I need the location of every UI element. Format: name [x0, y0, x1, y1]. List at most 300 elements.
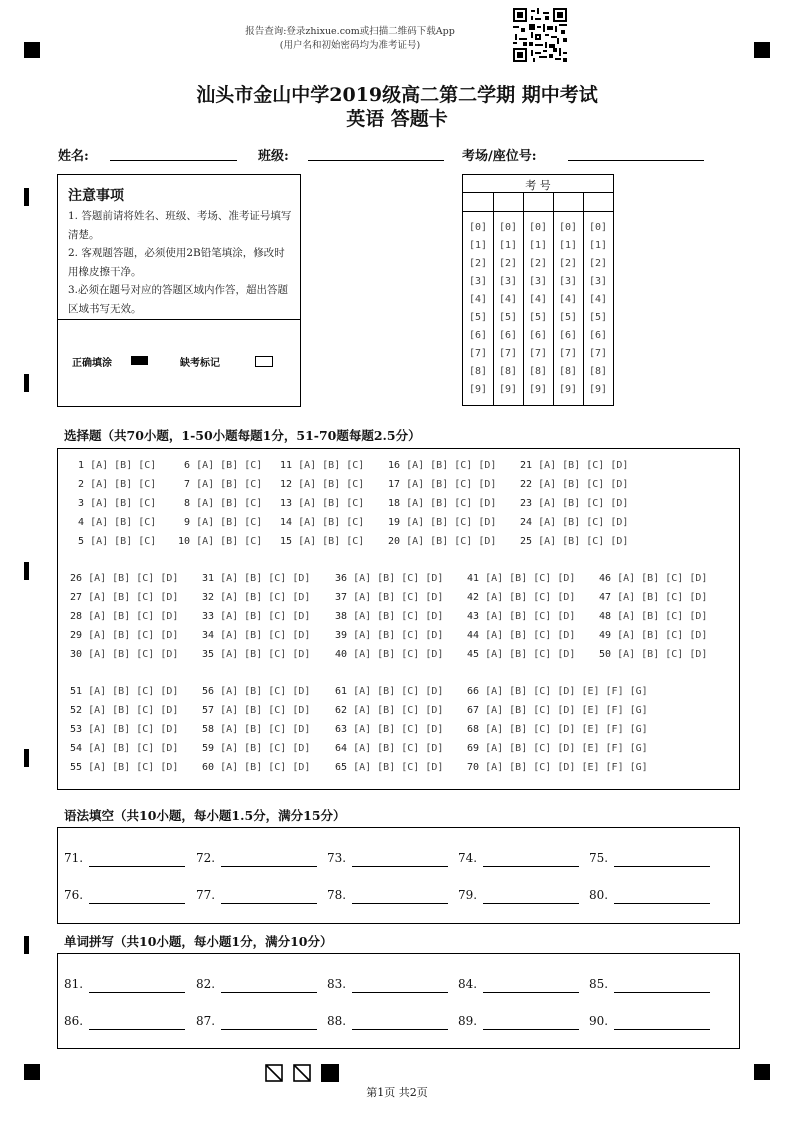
option-bubble[interactable]: [C]: [136, 630, 161, 641]
option-bubble[interactable]: [A]: [406, 460, 431, 471]
option-bubble[interactable]: [A]: [353, 743, 378, 754]
exam-digit-bubble[interactable]: [0]: [528, 222, 548, 233]
option-bubble[interactable]: [C]: [138, 498, 157, 509]
option-bubble[interactable]: [D]: [557, 573, 576, 584]
option-bubble[interactable]: [D]: [425, 611, 444, 622]
option-bubble[interactable]: [B]: [220, 479, 245, 490]
option-bubble[interactable]: [A]: [88, 611, 113, 622]
option-bubble[interactable]: [B]: [377, 611, 402, 622]
answer-blank[interactable]: [221, 1029, 317, 1030]
option-bubble[interactable]: [B]: [641, 573, 666, 584]
option-bubble[interactable]: [C]: [401, 649, 426, 660]
option-bubble[interactable]: [C]: [533, 762, 558, 773]
option-bubble[interactable]: [B]: [562, 460, 587, 471]
exam-digit-bubble[interactable]: [0]: [498, 222, 518, 233]
option-bubble[interactable]: [C]: [665, 573, 690, 584]
option-bubble[interactable]: [B]: [509, 724, 534, 735]
option-bubble[interactable]: [D]: [160, 649, 179, 660]
option-bubble[interactable]: [C]: [138, 517, 157, 528]
option-bubble[interactable]: [C]: [401, 611, 426, 622]
option-bubble[interactable]: [C]: [268, 743, 293, 754]
option-bubble[interactable]: [D]: [425, 686, 444, 697]
option-bubble[interactable]: [A]: [298, 517, 323, 528]
option-bubble[interactable]: [D]: [689, 573, 708, 584]
exam-digit-bubble[interactable]: [7]: [528, 348, 548, 359]
option-bubble[interactable]: [B]: [112, 743, 137, 754]
option-bubble[interactable]: [A]: [88, 592, 113, 603]
option-bubble[interactable]: [A]: [538, 479, 563, 490]
option-bubble[interactable]: [B]: [112, 573, 137, 584]
option-bubble[interactable]: [D]: [292, 649, 311, 660]
option-bubble[interactable]: [D]: [160, 686, 179, 697]
option-bubble[interactable]: [D]: [292, 724, 311, 735]
exam-digit-bubble[interactable]: [4]: [588, 294, 608, 305]
answer-blank[interactable]: [483, 992, 579, 993]
option-bubble[interactable]: [C]: [268, 630, 293, 641]
option-bubble[interactable]: [D]: [610, 498, 629, 509]
option-bubble[interactable]: [C]: [346, 517, 365, 528]
option-bubble[interactable]: [A]: [353, 630, 378, 641]
option-bubble[interactable]: [A]: [90, 479, 115, 490]
option-bubble[interactable]: [B]: [244, 649, 269, 660]
option-bubble[interactable]: [B]: [377, 705, 402, 716]
option-bubble[interactable]: [D]: [610, 460, 629, 471]
option-bubble[interactable]: [G]: [629, 686, 648, 697]
option-bubble[interactable]: [C]: [533, 573, 558, 584]
option-bubble[interactable]: [C]: [138, 479, 157, 490]
option-bubble[interactable]: [D]: [160, 724, 179, 735]
option-bubble[interactable]: [E]: [581, 705, 606, 716]
option-bubble[interactable]: [C]: [346, 536, 365, 547]
option-bubble[interactable]: [D]: [425, 573, 444, 584]
option-bubble[interactable]: [C]: [401, 686, 426, 697]
option-bubble[interactable]: [D]: [557, 762, 582, 773]
option-bubble[interactable]: [A]: [220, 743, 245, 754]
option-bubble[interactable]: [A]: [538, 498, 563, 509]
class-field[interactable]: [308, 160, 444, 161]
option-bubble[interactable]: [A]: [196, 460, 221, 471]
option-bubble[interactable]: [B]: [112, 630, 137, 641]
option-bubble[interactable]: [B]: [114, 536, 139, 547]
option-bubble[interactable]: [B]: [509, 705, 534, 716]
option-bubble[interactable]: [A]: [538, 517, 563, 528]
option-bubble[interactable]: [B]: [112, 611, 137, 622]
answer-blank[interactable]: [614, 903, 710, 904]
option-bubble[interactable]: [A]: [485, 630, 510, 641]
option-bubble[interactable]: [B]: [509, 630, 534, 641]
exam-digit-bubble[interactable]: [9]: [588, 384, 608, 395]
option-bubble[interactable]: [C]: [665, 649, 690, 660]
option-bubble[interactable]: [C]: [533, 611, 558, 622]
option-bubble[interactable]: [C]: [665, 592, 690, 603]
option-bubble[interactable]: [C]: [268, 762, 293, 773]
option-bubble[interactable]: [C]: [454, 498, 479, 509]
option-bubble[interactable]: [C]: [533, 705, 558, 716]
option-bubble[interactable]: [D]: [557, 611, 576, 622]
option-bubble[interactable]: [D]: [610, 536, 629, 547]
option-bubble[interactable]: [A]: [485, 762, 510, 773]
exam-digit-bubble[interactable]: [6]: [588, 330, 608, 341]
option-bubble[interactable]: [B]: [509, 592, 534, 603]
exam-digit-bubble[interactable]: [8]: [498, 366, 518, 377]
option-bubble[interactable]: [B]: [377, 686, 402, 697]
option-bubble[interactable]: [B]: [562, 498, 587, 509]
option-bubble[interactable]: [B]: [220, 536, 245, 547]
option-bubble[interactable]: [C]: [268, 573, 293, 584]
option-bubble[interactable]: [A]: [485, 743, 510, 754]
option-bubble[interactable]: [D]: [557, 743, 582, 754]
option-bubble[interactable]: [C]: [533, 592, 558, 603]
exam-digit-bubble[interactable]: [0]: [558, 222, 578, 233]
option-bubble[interactable]: [G]: [629, 705, 648, 716]
option-bubble[interactable]: [D]: [557, 705, 582, 716]
option-bubble[interactable]: [B]: [377, 724, 402, 735]
option-bubble[interactable]: [C]: [268, 686, 293, 697]
answer-blank[interactable]: [221, 992, 317, 993]
option-bubble[interactable]: [A]: [617, 592, 642, 603]
option-bubble[interactable]: [C]: [401, 705, 426, 716]
exam-digit-bubble[interactable]: [5]: [468, 312, 488, 323]
option-bubble[interactable]: [A]: [220, 592, 245, 603]
exam-digit-bubble[interactable]: [9]: [558, 384, 578, 395]
option-bubble[interactable]: [D]: [292, 743, 311, 754]
exam-digit-bubble[interactable]: [3]: [588, 276, 608, 287]
option-bubble[interactable]: [A]: [485, 592, 510, 603]
option-bubble[interactable]: [A]: [485, 573, 510, 584]
option-bubble[interactable]: [D]: [425, 762, 444, 773]
answer-blank[interactable]: [352, 992, 448, 993]
option-bubble[interactable]: [A]: [196, 536, 221, 547]
option-bubble[interactable]: [A]: [353, 762, 378, 773]
name-field[interactable]: [110, 160, 237, 161]
exam-digit-bubble[interactable]: [4]: [498, 294, 518, 305]
option-bubble[interactable]: [B]: [112, 705, 137, 716]
option-bubble[interactable]: [A]: [353, 649, 378, 660]
option-bubble[interactable]: [B]: [562, 517, 587, 528]
exam-digit-bubble[interactable]: [5]: [498, 312, 518, 323]
option-bubble[interactable]: [C]: [454, 536, 479, 547]
option-bubble[interactable]: [C]: [346, 479, 365, 490]
option-bubble[interactable]: [C]: [401, 592, 426, 603]
option-bubble[interactable]: [B]: [112, 592, 137, 603]
answer-blank[interactable]: [614, 866, 710, 867]
option-bubble[interactable]: [A]: [220, 705, 245, 716]
option-bubble[interactable]: [C]: [136, 762, 161, 773]
option-bubble[interactable]: [C]: [586, 479, 611, 490]
option-bubble[interactable]: [B]: [509, 611, 534, 622]
absent-mark-box[interactable]: [255, 356, 273, 367]
option-bubble[interactable]: [B]: [377, 762, 402, 773]
exam-digit-bubble[interactable]: [3]: [558, 276, 578, 287]
answer-blank[interactable]: [352, 866, 448, 867]
option-bubble[interactable]: [B]: [220, 517, 245, 528]
option-bubble[interactable]: [A]: [220, 724, 245, 735]
option-bubble[interactable]: [C]: [401, 573, 426, 584]
option-bubble[interactable]: [C]: [401, 724, 426, 735]
option-bubble[interactable]: [B]: [112, 762, 137, 773]
option-bubble[interactable]: [D]: [425, 743, 444, 754]
answer-blank[interactable]: [352, 903, 448, 904]
option-bubble[interactable]: [B]: [244, 724, 269, 735]
answer-blank[interactable]: [221, 903, 317, 904]
option-bubble[interactable]: [A]: [90, 460, 115, 471]
option-bubble[interactable]: [B]: [244, 573, 269, 584]
option-bubble[interactable]: [C]: [244, 498, 263, 509]
option-bubble[interactable]: [B]: [114, 517, 139, 528]
option-bubble[interactable]: [A]: [538, 460, 563, 471]
option-bubble[interactable]: [A]: [88, 686, 113, 697]
option-bubble[interactable]: [C]: [346, 460, 365, 471]
option-bubble[interactable]: [B]: [112, 649, 137, 660]
option-bubble[interactable]: [A]: [485, 649, 510, 660]
option-bubble[interactable]: [A]: [298, 479, 323, 490]
option-bubble[interactable]: [C]: [401, 762, 426, 773]
exam-digit-bubble[interactable]: [2]: [588, 258, 608, 269]
option-bubble[interactable]: [C]: [268, 724, 293, 735]
option-bubble[interactable]: [D]: [478, 536, 497, 547]
option-bubble[interactable]: [A]: [406, 517, 431, 528]
option-bubble[interactable]: [A]: [485, 611, 510, 622]
option-bubble[interactable]: [A]: [353, 611, 378, 622]
option-bubble[interactable]: [B]: [377, 573, 402, 584]
option-bubble[interactable]: [D]: [425, 705, 444, 716]
option-bubble[interactable]: [A]: [406, 536, 431, 547]
option-bubble[interactable]: [B]: [220, 498, 245, 509]
option-bubble[interactable]: [B]: [114, 479, 139, 490]
option-bubble[interactable]: [D]: [557, 630, 576, 641]
option-bubble[interactable]: [C]: [454, 517, 479, 528]
exam-digit-bubble[interactable]: [0]: [588, 222, 608, 233]
exam-digit-bubble[interactable]: [8]: [588, 366, 608, 377]
option-bubble[interactable]: [B]: [244, 686, 269, 697]
option-bubble[interactable]: [C]: [268, 649, 293, 660]
option-bubble[interactable]: [B]: [322, 479, 347, 490]
exam-digit-bubble[interactable]: [3]: [528, 276, 548, 287]
exam-digit-bubble[interactable]: [6]: [558, 330, 578, 341]
option-bubble[interactable]: [B]: [322, 517, 347, 528]
exam-digit-bubble[interactable]: [5]: [588, 312, 608, 323]
option-bubble[interactable]: [C]: [136, 649, 161, 660]
option-bubble[interactable]: [B]: [509, 686, 534, 697]
exam-digit-bubble[interactable]: [4]: [558, 294, 578, 305]
exam-digit-bubble[interactable]: [3]: [498, 276, 518, 287]
option-bubble[interactable]: [B]: [377, 743, 402, 754]
option-bubble[interactable]: [C]: [533, 743, 558, 754]
option-bubble[interactable]: [B]: [114, 498, 139, 509]
option-bubble[interactable]: [C]: [268, 611, 293, 622]
option-bubble[interactable]: [D]: [292, 611, 311, 622]
option-bubble[interactable]: [D]: [292, 705, 311, 716]
exam-digit-bubble[interactable]: [8]: [468, 366, 488, 377]
option-bubble[interactable]: [D]: [478, 498, 497, 509]
exam-digit-bubble[interactable]: [2]: [498, 258, 518, 269]
answer-blank[interactable]: [352, 1029, 448, 1030]
option-bubble[interactable]: [B]: [430, 517, 455, 528]
answer-blank[interactable]: [614, 992, 710, 993]
option-bubble[interactable]: [A]: [406, 498, 431, 509]
option-bubble[interactable]: [C]: [401, 630, 426, 641]
option-bubble[interactable]: [D]: [292, 573, 311, 584]
exam-digit-bubble[interactable]: [2]: [468, 258, 488, 269]
option-bubble[interactable]: [A]: [353, 686, 378, 697]
option-bubble[interactable]: [A]: [90, 517, 115, 528]
option-bubble[interactable]: [A]: [220, 611, 245, 622]
option-bubble[interactable]: [A]: [220, 630, 245, 641]
exam-digit-bubble[interactable]: [7]: [498, 348, 518, 359]
option-bubble[interactable]: [A]: [617, 649, 642, 660]
option-bubble[interactable]: [D]: [292, 762, 311, 773]
option-bubble[interactable]: [A]: [88, 573, 113, 584]
option-bubble[interactable]: [C]: [346, 498, 365, 509]
answer-blank[interactable]: [221, 866, 317, 867]
exam-digit-bubble[interactable]: [5]: [558, 312, 578, 323]
exam-digit-bubble[interactable]: [9]: [528, 384, 548, 395]
option-bubble[interactable]: [E]: [581, 724, 606, 735]
option-bubble[interactable]: [E]: [581, 743, 606, 754]
option-bubble[interactable]: [D]: [557, 649, 576, 660]
option-bubble[interactable]: [B]: [377, 649, 402, 660]
option-bubble[interactable]: [G]: [629, 724, 648, 735]
exam-digit-bubble[interactable]: [6]: [528, 330, 548, 341]
option-bubble[interactable]: [D]: [160, 743, 179, 754]
option-bubble[interactable]: [C]: [533, 686, 558, 697]
option-bubble[interactable]: [B]: [244, 611, 269, 622]
exam-digit-bubble[interactable]: [1]: [468, 240, 488, 251]
option-bubble[interactable]: [C]: [138, 536, 157, 547]
option-bubble[interactable]: [A]: [88, 743, 113, 754]
option-bubble[interactable]: [G]: [629, 762, 648, 773]
option-bubble[interactable]: [E]: [581, 686, 606, 697]
option-bubble[interactable]: [D]: [689, 611, 708, 622]
option-bubble[interactable]: [D]: [689, 630, 708, 641]
option-bubble[interactable]: [D]: [425, 649, 444, 660]
option-bubble[interactable]: [A]: [353, 573, 378, 584]
option-bubble[interactable]: [F]: [605, 705, 630, 716]
option-bubble[interactable]: [C]: [138, 460, 157, 471]
option-bubble[interactable]: [D]: [292, 630, 311, 641]
option-bubble[interactable]: [D]: [689, 649, 708, 660]
option-bubble[interactable]: [C]: [136, 573, 161, 584]
option-bubble[interactable]: [D]: [160, 630, 179, 641]
option-bubble[interactable]: [B]: [430, 498, 455, 509]
option-bubble[interactable]: [B]: [244, 592, 269, 603]
option-bubble[interactable]: [C]: [136, 611, 161, 622]
option-bubble[interactable]: [B]: [509, 762, 534, 773]
option-bubble[interactable]: [A]: [88, 630, 113, 641]
option-bubble[interactable]: [C]: [586, 517, 611, 528]
option-bubble[interactable]: [B]: [430, 536, 455, 547]
option-bubble[interactable]: [F]: [605, 686, 630, 697]
option-bubble[interactable]: [D]: [425, 724, 444, 735]
option-bubble[interactable]: [B]: [244, 762, 269, 773]
option-bubble[interactable]: [A]: [220, 686, 245, 697]
answer-blank[interactable]: [614, 1029, 710, 1030]
option-bubble[interactable]: [A]: [353, 705, 378, 716]
option-bubble[interactable]: [A]: [88, 649, 113, 660]
option-bubble[interactable]: [D]: [160, 705, 179, 716]
exam-digit-bubble[interactable]: [8]: [528, 366, 548, 377]
option-bubble[interactable]: [A]: [196, 479, 221, 490]
option-bubble[interactable]: [A]: [538, 536, 563, 547]
option-bubble[interactable]: [A]: [617, 611, 642, 622]
option-bubble[interactable]: [D]: [425, 592, 444, 603]
option-bubble[interactable]: [B]: [430, 479, 455, 490]
option-bubble[interactable]: [B]: [562, 479, 587, 490]
option-bubble[interactable]: [C]: [454, 460, 479, 471]
exam-digit-bubble[interactable]: [7]: [468, 348, 488, 359]
option-bubble[interactable]: [C]: [268, 705, 293, 716]
option-bubble[interactable]: [B]: [114, 460, 139, 471]
option-bubble[interactable]: [D]: [610, 517, 629, 528]
option-bubble[interactable]: [D]: [160, 611, 179, 622]
option-bubble[interactable]: [D]: [425, 630, 444, 641]
option-bubble[interactable]: [A]: [406, 479, 431, 490]
exam-digit-bubble[interactable]: [1]: [588, 240, 608, 251]
option-bubble[interactable]: [F]: [605, 743, 630, 754]
option-bubble[interactable]: [B]: [322, 460, 347, 471]
option-bubble[interactable]: [B]: [641, 649, 666, 660]
option-bubble[interactable]: [A]: [485, 705, 510, 716]
option-bubble[interactable]: [D]: [478, 460, 497, 471]
answer-blank[interactable]: [89, 903, 185, 904]
option-bubble[interactable]: [B]: [244, 705, 269, 716]
option-bubble[interactable]: [D]: [160, 762, 179, 773]
option-bubble[interactable]: [C]: [136, 724, 161, 735]
exam-digit-bubble[interactable]: [0]: [468, 222, 488, 233]
option-bubble[interactable]: [A]: [220, 573, 245, 584]
answer-blank[interactable]: [89, 866, 185, 867]
option-bubble[interactable]: [B]: [430, 460, 455, 471]
option-bubble[interactable]: [A]: [220, 762, 245, 773]
option-bubble[interactable]: [A]: [88, 705, 113, 716]
option-bubble[interactable]: [B]: [641, 611, 666, 622]
option-bubble[interactable]: [C]: [136, 592, 161, 603]
option-bubble[interactable]: [D]: [557, 724, 582, 735]
exam-digit-bubble[interactable]: [4]: [528, 294, 548, 305]
option-bubble[interactable]: [D]: [610, 479, 629, 490]
option-bubble[interactable]: [D]: [478, 517, 497, 528]
option-bubble[interactable]: [F]: [605, 724, 630, 735]
option-bubble[interactable]: [C]: [244, 479, 263, 490]
exam-digit-bubble[interactable]: [6]: [468, 330, 488, 341]
option-bubble[interactable]: [G]: [629, 743, 648, 754]
option-bubble[interactable]: [C]: [665, 611, 690, 622]
option-bubble[interactable]: [A]: [196, 498, 221, 509]
option-bubble[interactable]: [A]: [353, 592, 378, 603]
exam-digit-bubble[interactable]: [1]: [498, 240, 518, 251]
option-bubble[interactable]: [C]: [586, 536, 611, 547]
option-bubble[interactable]: [B]: [244, 743, 269, 754]
option-bubble[interactable]: [B]: [509, 573, 534, 584]
answer-blank[interactable]: [483, 866, 579, 867]
option-bubble[interactable]: [A]: [298, 536, 323, 547]
option-bubble[interactable]: [A]: [353, 724, 378, 735]
option-bubble[interactable]: [A]: [220, 649, 245, 660]
exam-digit-bubble[interactable]: [4]: [468, 294, 488, 305]
option-bubble[interactable]: [B]: [112, 686, 137, 697]
option-bubble[interactable]: [A]: [90, 498, 115, 509]
option-bubble[interactable]: [A]: [88, 724, 113, 735]
exam-digit-bubble[interactable]: [2]: [558, 258, 578, 269]
exam-digit-bubble[interactable]: [6]: [498, 330, 518, 341]
option-bubble[interactable]: [C]: [244, 460, 263, 471]
answer-blank[interactable]: [89, 1029, 185, 1030]
room-seat-field[interactable]: [568, 160, 704, 161]
exam-digit-bubble[interactable]: [7]: [588, 348, 608, 359]
option-bubble[interactable]: [B]: [322, 536, 347, 547]
option-bubble[interactable]: [C]: [136, 743, 161, 754]
option-bubble[interactable]: [C]: [136, 686, 161, 697]
